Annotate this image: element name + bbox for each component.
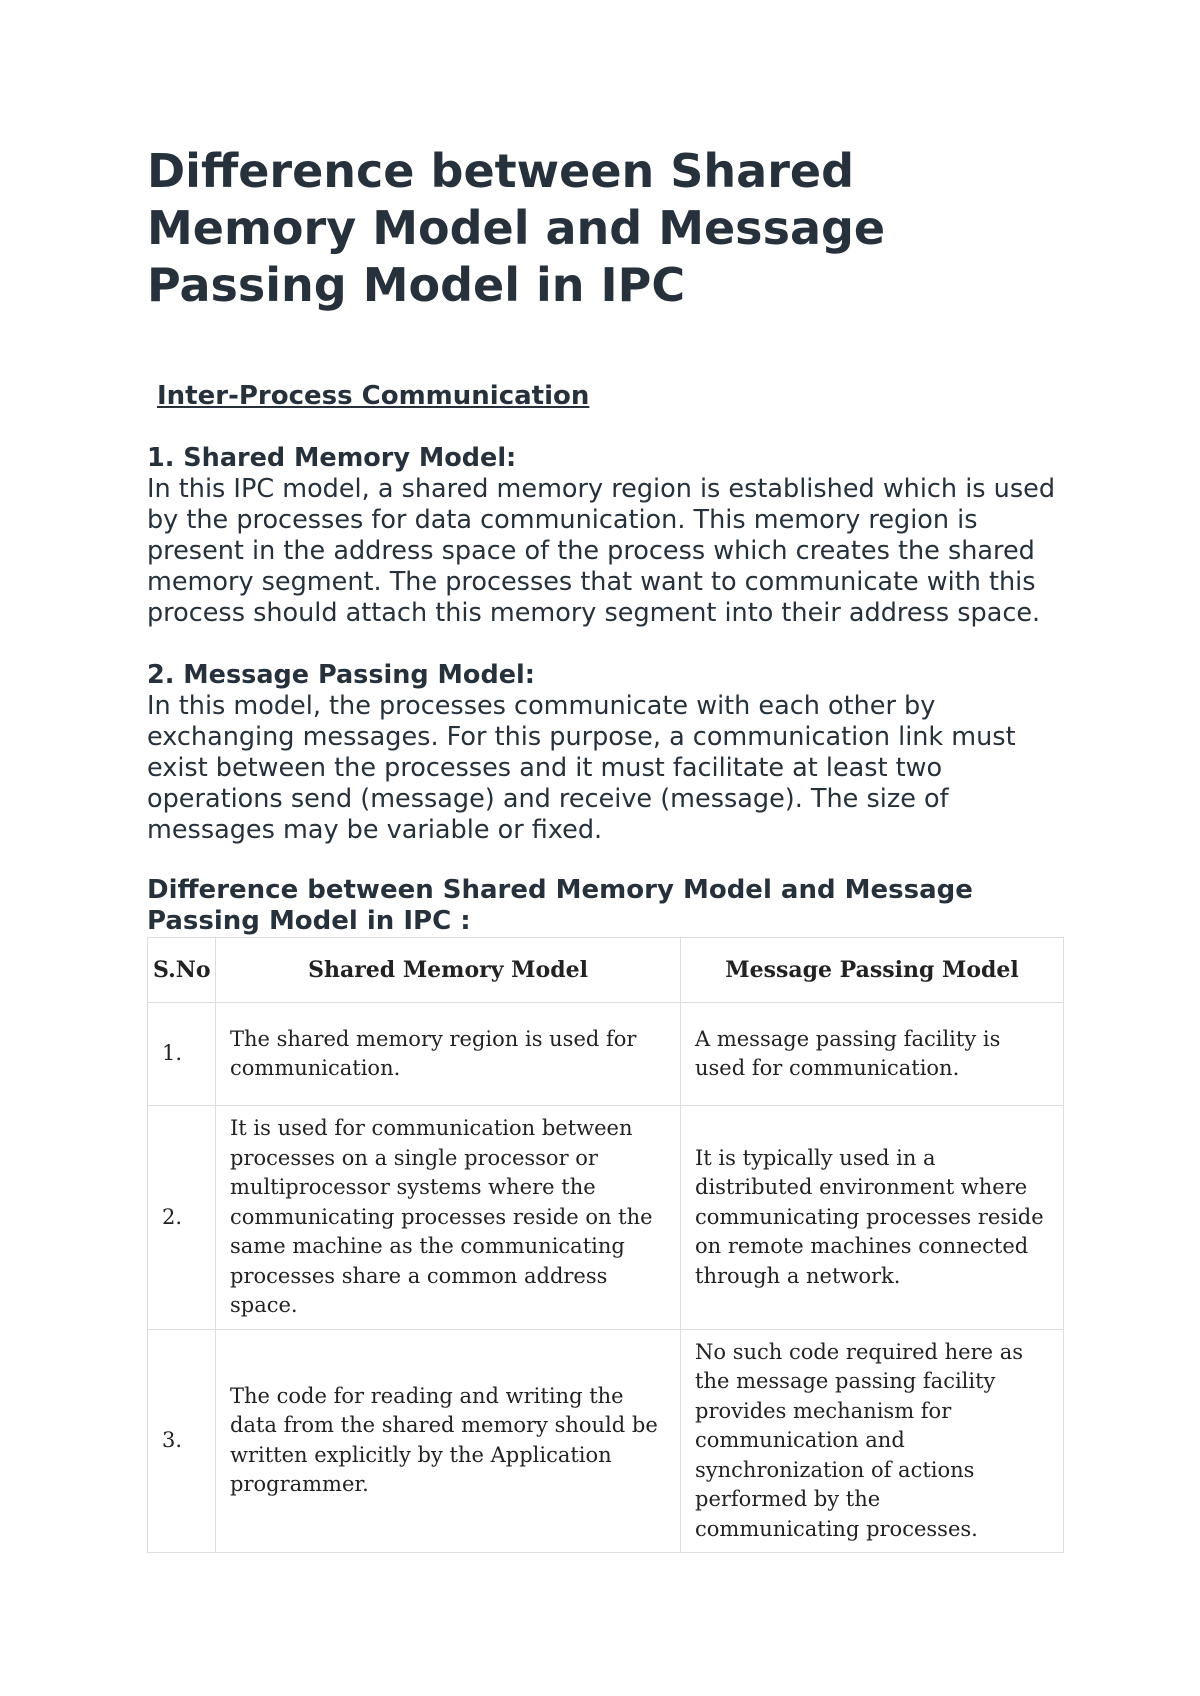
shared-memory-heading: 1. Shared Memory Model:	[147, 443, 517, 473]
column-header-message-passing: Message Passing Model	[681, 938, 1064, 1003]
table-header-row	[148, 938, 1064, 1003]
message-passing-heading: 2. Message Passing Model:	[147, 660, 535, 690]
message-passing-cell: No such code required here as the message passing facility provides mechanism for communication and synchronization of actions performed by the communicating processes.	[681, 1329, 1064, 1553]
page-title: Difference between Shared Memory Model and Message Passing Model in IPC	[147, 144, 886, 312]
shared-memory-cell: It is used for communication between processes on a single processor or multiprocessor systems where the communicating processes reside on the same machine as the communicating processes share a common address space.	[216, 1106, 681, 1330]
comparison-heading: Difference between Shared Memory Model and Message Passing Model in IPC :	[147, 875, 973, 936]
table-row	[148, 1106, 1064, 1330]
message-passing-section	[147, 660, 1063, 846]
shared-memory-cell: The code for reading and writing the data from the shared memory should be written explicitly by the Application programmer.	[216, 1329, 681, 1553]
message-passing-cell: A message passing facility is used for communication.	[681, 1003, 1064, 1106]
shared-memory-section	[147, 443, 1063, 629]
message-passing-paragraph: In this model, the processes communicate with each other by exchanging messages. For this purpose, a communication link must exist between the processes and it must facilitate at least two operations send (message) and receive (message). The size of messages may be variable or fixed.	[147, 691, 1016, 845]
section-subtitle: Inter-Process Communication	[157, 381, 590, 411]
column-header-sno: S.No	[148, 938, 216, 1003]
comparison-table	[147, 937, 1064, 1553]
table-row	[148, 1003, 1064, 1106]
shared-memory-cell: The shared memory region is used for communication.	[216, 1003, 681, 1106]
table-row	[148, 1329, 1064, 1553]
row-sno-cell: 1.	[148, 1003, 216, 1106]
shared-memory-paragraph: In this IPC model, a shared memory region is established which is used by the processes for data communication. This memory region is present in the address space of the process which creates the shared memory segment. The processes that want to communicate with this process should attach this memory segment into their address space.	[147, 474, 1056, 628]
row-sno-cell: 3.	[148, 1329, 216, 1553]
row-sno-cell: 2.	[148, 1106, 216, 1330]
message-passing-cell: It is typically used in a distributed environment where communicating processes reside on remote machines connected through a network.	[681, 1106, 1064, 1330]
column-header-shared-memory: Shared Memory Model	[216, 938, 681, 1003]
